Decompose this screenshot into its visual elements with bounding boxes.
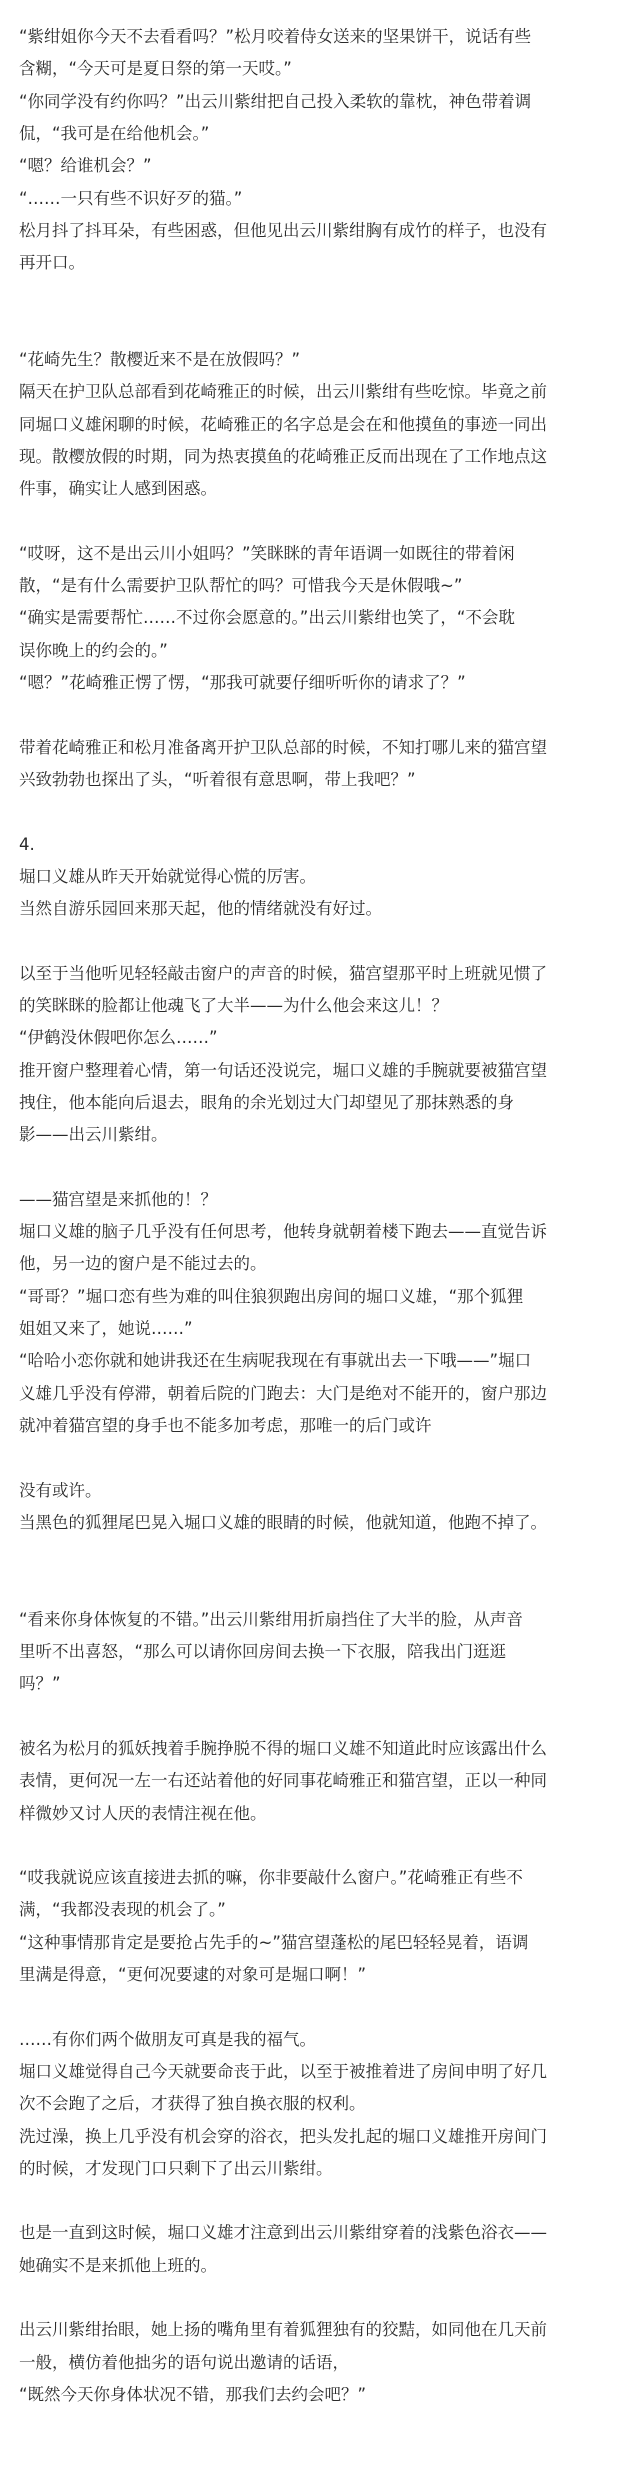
text-line: 的笑眯眯的脸都让他魂飞了大半——为什么他会来这儿！？: [19, 996, 448, 1015]
text-line: “紫绀姐你今天不去看看吗？”松月咬着侍女送来的坚果饼干，说话有些: [19, 27, 532, 46]
blank-line: [19, 925, 609, 957]
text-line: 没有或许。: [19, 1480, 102, 1500]
text-line: 含糊，“今天可是夏日祭的第一天哎。”: [19, 59, 292, 79]
blank-line: [19, 312, 609, 344]
text-line: “确实是需要帮忙……不过你会愿意的。”出云川紫绀也笑了，“不会耽: [19, 608, 515, 628]
text-line: 侃，“我可是在给他机会。”: [19, 123, 210, 143]
blank-line: [19, 1539, 609, 1571]
text-line: “伊鹤没休假吧你怎么……”: [19, 1028, 218, 1048]
text-line: 也是一直到这时候，堀口义雄才注意到出云川紫绀穿着的浅紫色浴衣——: [19, 2223, 547, 2243]
text-line: “既然今天你身体状况不错，那我们去约会吧？”: [19, 2384, 367, 2404]
text-line: 她确实不是来抓他上班的。: [19, 2255, 217, 2275]
text-line: 出云川紫绀抬眼，她上扬的嘴角里有着狐狸独有的狡黠，如同他在几天前: [19, 2320, 547, 2340]
text-line: 义雄几乎没有停滞，朝着后院的门跑去：大门是绝对不能开的，窗户那边: [19, 1383, 547, 1403]
text-line: 影——出云川紫绀。: [19, 1125, 168, 1145]
blank-line: [19, 2185, 609, 2217]
text-line: 样微妙又讨人厌的表情注视在他。: [19, 1803, 267, 1823]
text-line: 件事，确实让人感到困惑。: [19, 479, 217, 499]
blank-line: [19, 1701, 609, 1733]
text-line: “哈哈小恋你就和她讲我还在生病呢我现在有事就出去一下哦——”堀口: [19, 1351, 532, 1371]
text-line: 以至于当他听见轻轻敲击窗户的声音的时候，猫宫望那平时上班就见惯了: [19, 963, 547, 983]
text-line: 次不会跑了之后，才获得了独自换衣服的权利。: [19, 2094, 366, 2114]
text-line: 洗过澡，换上几乎没有机会穿的浴衣，把头发扎起的堀口义雄推开房间门: [19, 2126, 547, 2146]
blank-line: [19, 1991, 609, 2023]
text-line: 堀口义雄的脑子几乎没有任何思考，他转身就朝着楼下跑去——直觉告诉: [19, 1222, 547, 1242]
text-line: ……有你们两个做朋友可真是我的福气。: [19, 2029, 316, 2049]
text-line: 一般，横仿着他拙劣的语句说出邀请的话语，: [19, 2352, 349, 2372]
text-line: 吗？”: [19, 1674, 61, 1694]
text-line: 现。散樱放假的时期，同为热衷摸鱼的花崎雅正反而出现在了工作地点这: [19, 446, 547, 466]
text-line: “哥哥？”堀口恋有些为难的叫住狼狈跑出房间的堀口义雄，“那个狐狸: [19, 1286, 524, 1306]
text-line: 带着花崎雅正和松月准备离开护卫队总部的时候，不知打哪儿来的猫宫望: [19, 737, 547, 757]
blank-line: [19, 1571, 609, 1603]
blank-line: [19, 2282, 609, 2314]
text-line: “你同学没有约你吗？”出云川紫绀把自己投入柔软的靠枕，神色带着调: [19, 91, 532, 111]
text-line: “花崎先生？散樱近来不是在放假吗？”: [19, 350, 301, 369]
text-line: 他，另一边的窗户是不能过去的。: [19, 1254, 267, 1274]
text-line: “哎呀，这不是出云川小姐吗？”笑眯眯的青年语调一如既往的带着闲: [19, 543, 515, 563]
text-line: 拽住，他本能向后退去，眼角的余光划过大门却望见了那抹熟悉的身: [19, 1092, 514, 1112]
text-line: 满，“我都没表现的机会了。”: [19, 1900, 226, 1920]
text-line: 就冲着猫宫望的身手也不能多加考虑，那唯一的后门或许: [19, 1415, 432, 1435]
blank-line: [19, 506, 609, 538]
text-line: ——猫宫望是来抓他的！？: [19, 1189, 217, 1209]
text-line: 4.: [19, 834, 35, 854]
blank-line: [19, 796, 609, 828]
text-line: “看来你身体恢复的不错。”出云川紫绀用折扇挡住了大半的脸，从声音: [19, 1609, 523, 1629]
text-line: 散，“是有什么需要护卫队帮忙的吗？可惜我今天是休假哦~”: [19, 576, 463, 596]
text-line: “……一只有些不识好歹的猫。”: [19, 188, 243, 208]
text-line: “嗯？给谁机会？”: [19, 156, 152, 176]
blank-line: [19, 699, 609, 731]
blank-line: [19, 1152, 609, 1184]
text-line: 堀口义雄觉得自己今天就要命丧于此，以至于被推着进了房间申明了好几: [19, 2061, 547, 2081]
text-line: 推开窗户整理着心情，第一句话还没说完，堀口义雄的手腕就要被猫宫望: [19, 1060, 547, 1080]
text-line: 堀口义雄从昨天开始就觉得心慌的厉害。: [19, 866, 316, 886]
text-line: 里听不出喜怒，“那么可以请你回房间去换一下衣服，陪我出门逛逛: [19, 1642, 507, 1661]
text-line: “哎我就说应该直接进去抓的嘛，你非要敲什么窗户。”花崎雅正有些不: [19, 1868, 523, 1888]
blank-line: [19, 279, 609, 311]
text-line: 再开口。: [19, 253, 85, 273]
text-line: 里满是得意，“更何况要逮的对象可是堀口啊！”: [19, 1965, 367, 1984]
text-line: “嗯？”花崎雅正愣了愣，“那我可就要仔细听听你的请求了？”: [19, 673, 466, 692]
text-line: “这种事情那肯定是要抢占先手的~”猫宫望蓬松的尾巴轻轻晃着，语调: [19, 1932, 529, 1952]
text-line: 误你晚上的约会的。”: [19, 640, 168, 660]
text-line: 兴致勃勃也探出了头，“听着很有意思啊，带上我吧？”: [19, 769, 416, 789]
text-line: 被名为松月的狐妖拽着手腕挣脱不得的堀口义雄不知道此时应该露出什么: [19, 1738, 547, 1758]
text-line: 隔天在护卫队总部看到花崎雅正的时候，出云川紫绀有些吃惊。毕竟之前: [19, 382, 547, 402]
text-line: 的时候，才发现门口只剩下了出云川紫绀。: [19, 2158, 333, 2178]
blank-line: [19, 1830, 609, 1862]
text-line: 当黑色的狐狸尾巴晃入堀口义雄的眼睛的时候，他就知道，他跑不掉了。: [19, 1512, 547, 1532]
blank-line: [19, 1442, 609, 1474]
text-line: 同堀口义雄闲聊的时候，花崎雅正的名字总是会在和他摸鱼的事迹一同出: [19, 414, 547, 434]
text-line: 松月抖了抖耳朵，有些困惑，但他见出云川紫绀胸有成竹的样子，也没有: [19, 220, 547, 240]
text-line: 姐姐又来了，她说……”: [19, 1319, 193, 1338]
text-line: 表情，更何况一左一右还站着他的好同事花崎雅正和猫宫望，正以一种同: [19, 1771, 547, 1791]
text-line: 当然自游乐园回来那天起，他的情绪就没有好过。: [19, 899, 382, 919]
